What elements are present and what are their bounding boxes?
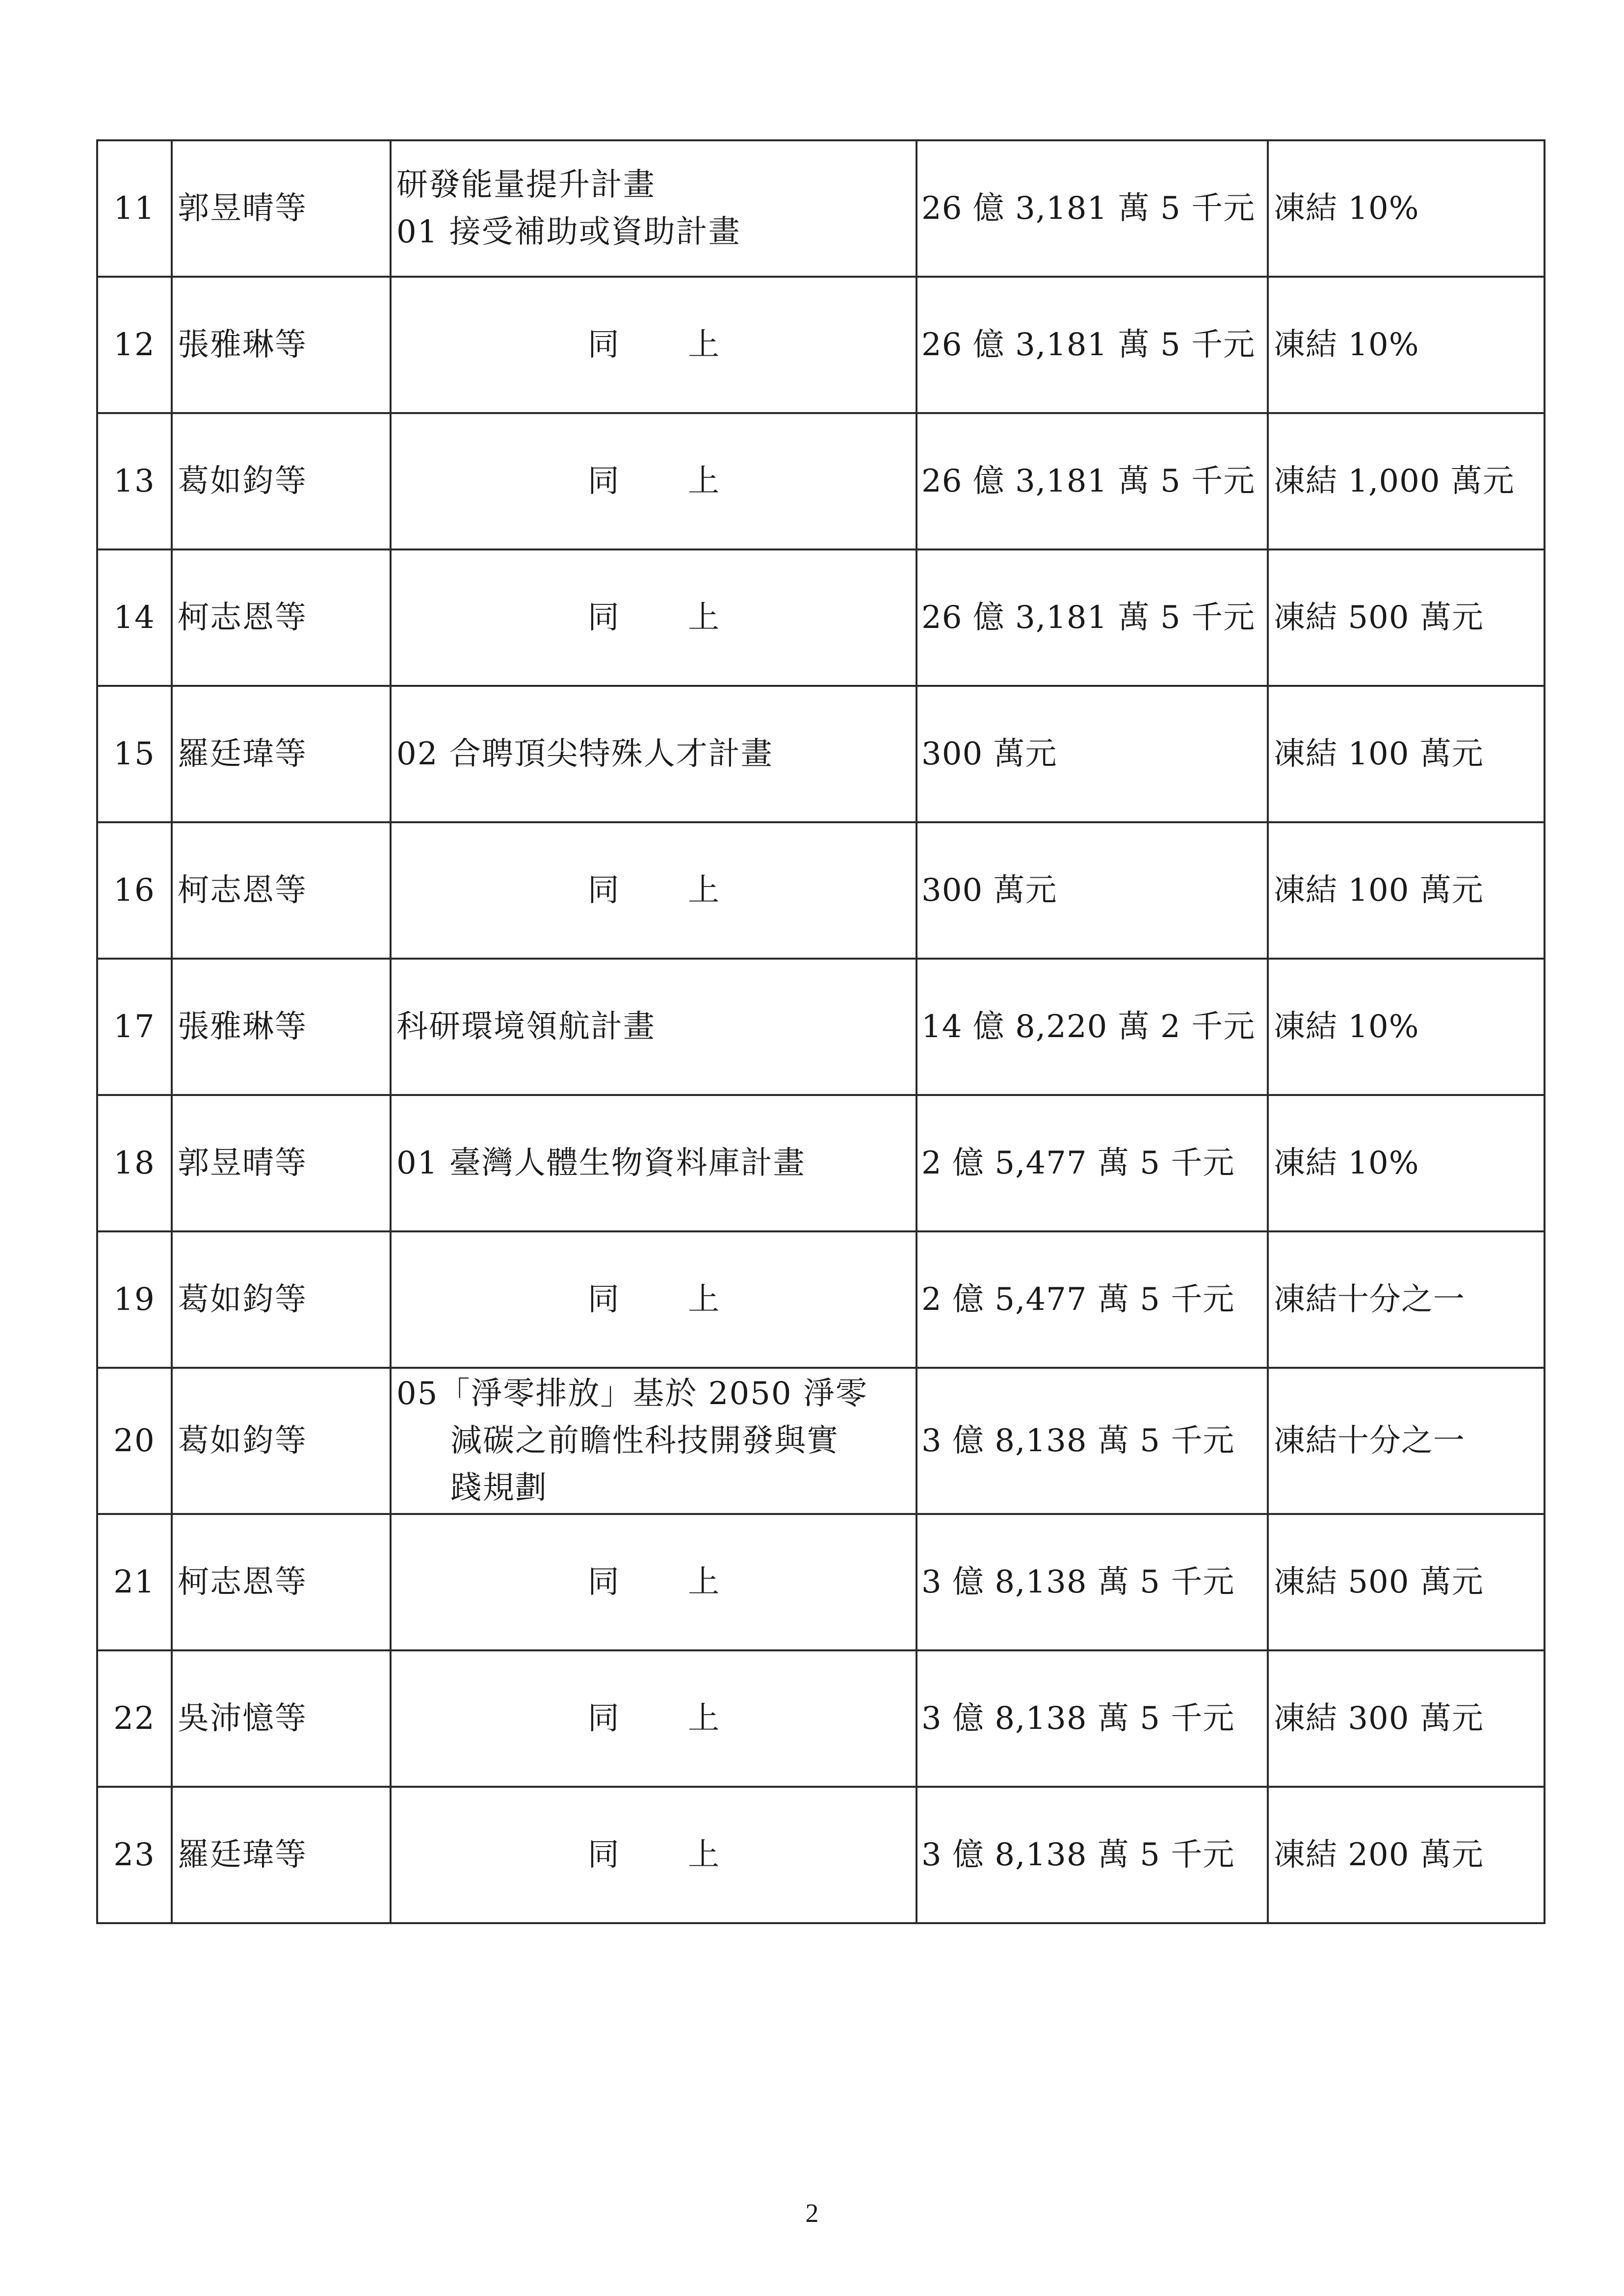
plan-line: 02 合聘頂尖特殊人才計畫 [396, 736, 773, 772]
table-row [97, 686, 1545, 822]
table-row [97, 1650, 1545, 1787]
budget-amount: 26 億 3,181 萬 5 千元 [917, 277, 1268, 413]
plan-line: 科研環境領航計畫 [396, 1009, 655, 1045]
proposer-name: 羅廷瑋等 [172, 1787, 391, 1923]
plan-name-same-as-above [391, 1650, 917, 1787]
same-as-above-text: 同 上 [587, 327, 749, 363]
budget-amount: 300 萬元 [917, 686, 1268, 822]
table-row [97, 959, 1545, 1095]
row-number: 23 [97, 1787, 172, 1923]
row-number: 13 [97, 413, 172, 549]
budget-amount: 3 億 8,138 萬 5 千元 [917, 1650, 1268, 1787]
row-number: 22 [97, 1650, 172, 1787]
table-row [97, 549, 1545, 686]
budget-amount: 3 億 8,138 萬 5 千元 [917, 1787, 1268, 1923]
freeze-note: 凍結 10% [1268, 277, 1545, 413]
same-as-above-text: 同 上 [587, 872, 749, 909]
proposer-name: 郭昱晴等 [172, 140, 391, 277]
plan-line: 01 臺灣人體生物資料庫計畫 [396, 1145, 806, 1181]
budget-freeze-table [96, 139, 1545, 1924]
budget-amount: 26 億 3,181 萬 5 千元 [917, 140, 1268, 277]
proposer-name: 柯志恩等 [172, 549, 391, 686]
plan-line: 減碳之前瞻性科技開發與實 [450, 1423, 839, 1459]
budget-amount: 26 億 3,181 萬 5 千元 [917, 549, 1268, 686]
proposer-name: 羅廷瑋等 [172, 686, 391, 822]
same-as-above-text: 同 上 [587, 1837, 749, 1873]
plan-line: 踐規劃 [450, 1470, 548, 1506]
table-row [97, 1095, 1545, 1231]
plan-name-same-as-above [391, 1514, 917, 1650]
row-number: 12 [97, 277, 172, 413]
plan-line: 05「淨零排放」基於 2050 淨零 [396, 1376, 868, 1412]
budget-amount: 300 萬元 [917, 822, 1268, 959]
freeze-note: 凍結 10% [1268, 959, 1545, 1095]
proposer-name: 張雅琳等 [172, 959, 391, 1095]
row-number: 11 [97, 140, 172, 277]
plan-line: 01 接受補助或資助計畫 [396, 214, 741, 250]
table-row [97, 1231, 1545, 1368]
budget-amount: 14 億 8,220 萬 2 千元 [917, 959, 1268, 1095]
plan-name [391, 959, 917, 1095]
row-number: 19 [97, 1231, 172, 1368]
freeze-note: 凍結 500 萬元 [1268, 1514, 1545, 1650]
same-as-above-text: 同 上 [587, 1281, 749, 1318]
budget-amount: 2 億 5,477 萬 5 千元 [917, 1095, 1268, 1231]
plan-name-same-as-above [391, 822, 917, 959]
freeze-note: 凍結 100 萬元 [1268, 822, 1545, 959]
plan-name [391, 1095, 917, 1231]
proposer-name: 張雅琳等 [172, 277, 391, 413]
freeze-note: 凍結 500 萬元 [1268, 549, 1545, 686]
table-row [97, 1368, 1545, 1514]
row-number: 17 [97, 959, 172, 1095]
row-number: 21 [97, 1514, 172, 1650]
table-row [97, 277, 1545, 413]
freeze-note: 凍結 1,000 萬元 [1268, 413, 1545, 549]
row-number: 16 [97, 822, 172, 959]
same-as-above-text: 同 上 [587, 1700, 749, 1737]
proposer-name: 郭昱晴等 [172, 1095, 391, 1231]
plan-name-same-as-above [391, 413, 917, 549]
page-number: 2 [805, 2198, 819, 2228]
proposer-name: 柯志恩等 [172, 1514, 391, 1650]
proposer-name: 柯志恩等 [172, 822, 391, 959]
table-row [97, 822, 1545, 959]
proposer-name: 葛如鈞等 [172, 1231, 391, 1368]
plan-line: 研發能量提升計畫 [396, 167, 655, 203]
same-as-above-text: 同 上 [587, 1564, 749, 1600]
freeze-note: 凍結 10% [1268, 140, 1545, 277]
budget-amount: 2 億 5,477 萬 5 千元 [917, 1231, 1268, 1368]
plan-name [391, 686, 917, 822]
same-as-above-text: 同 上 [587, 463, 749, 499]
freeze-note: 凍結 200 萬元 [1268, 1787, 1545, 1923]
proposer-name: 吳沛憶等 [172, 1650, 391, 1787]
same-as-above-text: 同 上 [587, 600, 749, 636]
table-row [97, 413, 1545, 549]
freeze-note: 凍結十分之一 [1268, 1368, 1545, 1514]
row-number: 18 [97, 1095, 172, 1231]
budget-amount: 3 億 8,138 萬 5 千元 [917, 1514, 1268, 1650]
row-number: 15 [97, 686, 172, 822]
freeze-note: 凍結 300 萬元 [1268, 1650, 1545, 1787]
freeze-note: 凍結十分之一 [1268, 1231, 1545, 1368]
plan-name-same-as-above [391, 277, 917, 413]
table-row [97, 140, 1545, 277]
plan-name [391, 140, 917, 277]
budget-amount: 3 億 8,138 萬 5 千元 [917, 1368, 1268, 1514]
plan-name-same-as-above [391, 549, 917, 686]
freeze-note: 凍結 100 萬元 [1268, 686, 1545, 822]
freeze-note: 凍結 10% [1268, 1095, 1545, 1231]
plan-name-same-as-above [391, 1231, 917, 1368]
budget-amount: 26 億 3,181 萬 5 千元 [917, 413, 1268, 549]
plan-name [391, 1368, 917, 1514]
row-number: 20 [97, 1368, 172, 1514]
row-number: 14 [97, 549, 172, 686]
table-row [97, 1787, 1545, 1923]
proposer-name: 葛如鈞等 [172, 1368, 391, 1514]
proposer-name: 葛如鈞等 [172, 413, 391, 549]
plan-name-same-as-above [391, 1787, 917, 1923]
table-row [97, 1514, 1545, 1650]
